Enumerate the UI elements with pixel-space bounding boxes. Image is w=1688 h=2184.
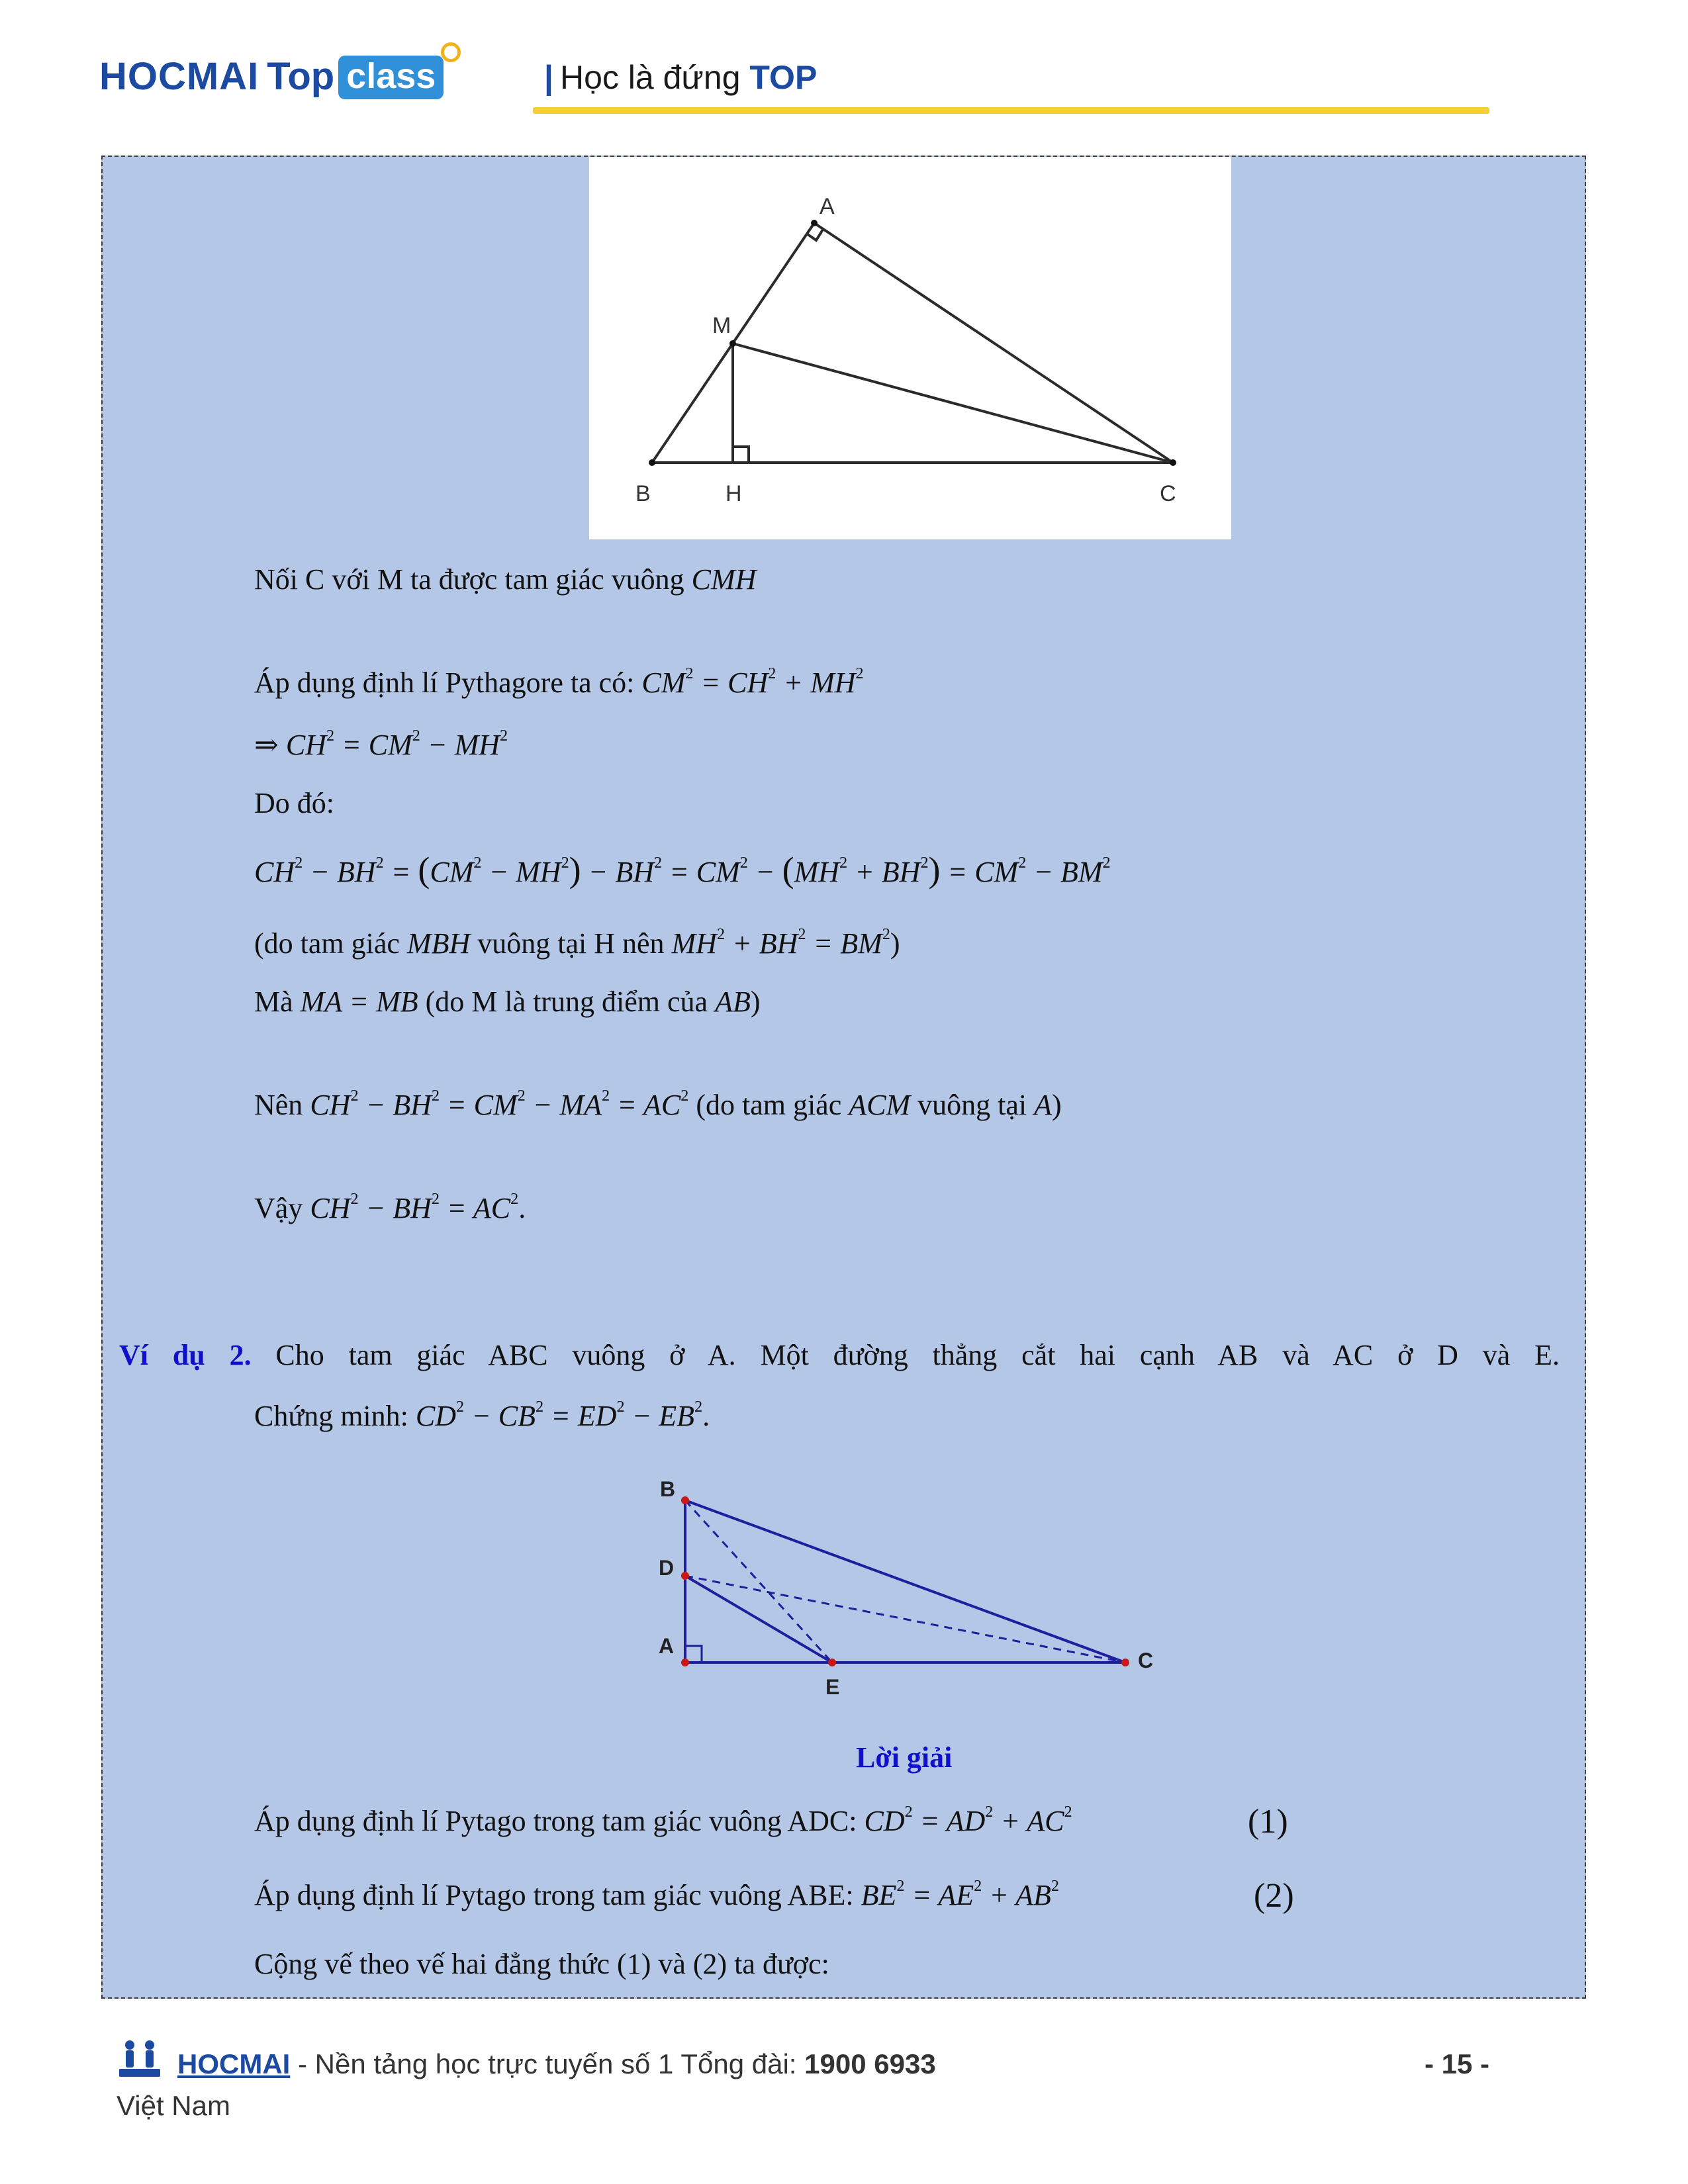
example2-label: Ví dụ 2.: [119, 1339, 252, 1371]
point-b: [649, 459, 655, 466]
footer-brand-link[interactable]: HOCMAI: [177, 2048, 291, 2079]
label-d: D: [659, 1556, 675, 1580]
ex2-step2-text: Áp dụng định lí Pytago trong tam giác vuông ABE:: [254, 1879, 854, 1911]
logo-brand: HOCMAI: [99, 55, 259, 98]
slogan-text: Học là đứng: [560, 59, 741, 96]
sol1-line6-pre: (do tam giác: [254, 927, 400, 960]
ex2-step3: Cộng vế theo vế hai đẳng thức (1) và (2) ta được:: [254, 1948, 829, 1980]
sol1-line2: [254, 666, 864, 701]
figure2-svg: [652, 1473, 1168, 1704]
ex2-step1: [254, 1804, 1072, 1839]
ex2-step1-num: (1): [1248, 1803, 1288, 1841]
eq-ch2: $CH^2 = CM^2 - MH^2$: [278, 727, 508, 761]
point-m: [729, 340, 736, 347]
slogan-emph: TOP: [749, 59, 818, 96]
logo-class: class: [346, 56, 436, 96]
sol1-line3: [254, 728, 508, 763]
sol1-line8-v: vuông tại: [917, 1089, 1027, 1121]
right-angle-h: [733, 447, 749, 463]
implies-symbol: ⇒: [254, 729, 279, 761]
example2-prove-text: Chứng minh:: [254, 1400, 408, 1432]
sol1-line7-seg: AB: [715, 985, 751, 1018]
page-number-text: - 15 -: [1425, 2048, 1490, 2079]
label-e: E: [825, 1675, 840, 1699]
segment-bc: [685, 1500, 1125, 1662]
sol1-line8-pt: A: [1034, 1089, 1052, 1121]
footer-line2: Việt Nam: [117, 2090, 230, 2121]
label-a: A: [820, 194, 835, 219]
ex2-step2-num: (2): [1254, 1877, 1294, 1915]
sol1-line8: [254, 1088, 1062, 1123]
point-d: [681, 1572, 689, 1580]
label-m: M: [712, 313, 731, 338]
sol1-line1-text: Nối C với M ta được tam giác vuông: [254, 563, 684, 596]
point-e: [828, 1659, 836, 1666]
segment-de: [685, 1576, 832, 1662]
example2-text: Cho tam giác ABC vuông ở A. Một đường thẳng cắt hai cạnh AB và AC ở D và E.: [275, 1339, 1560, 1371]
sun-icon: [441, 42, 461, 62]
sol1-line8-pre: Nên: [254, 1089, 303, 1121]
footer-hotline-label: Tổng đài:: [680, 2048, 797, 2079]
sol1-line7-pre: Mà: [254, 985, 293, 1018]
sol1-line9-post: .: [518, 1192, 526, 1224]
eq-prove: $CD^2 - CB^2 = ED^2 - EB^2$: [415, 1398, 703, 1432]
example2-prove-post: .: [702, 1400, 710, 1432]
sol1-line7-post: ): [750, 985, 761, 1018]
sol1-line6-post: ): [890, 927, 900, 960]
label-a: A: [659, 1634, 675, 1658]
example2-prove: [254, 1399, 710, 1434]
figure-triangle-abc-2: [652, 1473, 1168, 1704]
segment-be-dashed: [685, 1500, 832, 1662]
segment-dc-dashed: [685, 1576, 1125, 1662]
hocmai-topclass-logo: [99, 54, 444, 101]
logo-class-badge: [338, 56, 444, 99]
header-underline: [533, 107, 1489, 114]
sol1-line9: [254, 1191, 526, 1226]
sol1-line8-mid: (do tam giác: [696, 1089, 842, 1121]
sol1-line1: [254, 563, 756, 598]
ex2-step1-text: Áp dụng định lí Pytago trong tam giác vuông ADC:: [254, 1805, 857, 1837]
example2-statement: [119, 1338, 1560, 1373]
sol1-line5: [254, 848, 1111, 891]
eq-long-chain: $CH^2 - BH^2 = (CM^2 - MH^2) - BH^2 = CM^2 - (MH^2 + BH^2) = CM^2 - BM^2$: [254, 850, 1111, 889]
sol1-line1-math: CMH: [691, 563, 757, 596]
sol1-line4: Do đó:: [254, 787, 334, 819]
segment-ac: [814, 223, 1173, 463]
point-c: [1121, 1659, 1129, 1666]
eq-pythagore-cmh: $CM^2 = CH^2 + MH^2$: [641, 664, 864, 699]
point-c: [1170, 459, 1176, 466]
footer-hotline: 1900 6933: [804, 2048, 936, 2079]
eq-abe: $BE^2 = AE^2 + AB^2$: [861, 1877, 1059, 1911]
label-b: B: [635, 481, 651, 506]
slogan-bar: |: [544, 59, 553, 96]
ex2-step2: [254, 1878, 1059, 1913]
slogan: [544, 58, 817, 97]
sol1-line8-post: ): [1052, 1089, 1062, 1121]
label-h: H: [726, 481, 742, 506]
sol1-line9-pre: Vậy: [254, 1192, 303, 1224]
figure-triangle-abc-1: [589, 157, 1231, 539]
eq-mbh: $MH^2 + BH^2 = BM^2$: [671, 925, 890, 960]
eq-adc: $CD^2 = AD^2 + AC^2$: [864, 1803, 1072, 1837]
footer-tagline: - Nền tảng học trực tuyến số 1: [298, 2048, 674, 2079]
sol1-line8-tri: ACM: [849, 1089, 911, 1121]
hocmai-footer-icon: [117, 2038, 163, 2079]
segment-mc: [733, 343, 1173, 463]
sol1-line6-mid: vuông tại H nên: [477, 927, 665, 960]
point-b: [681, 1496, 689, 1504]
figure1-svg: [589, 157, 1231, 539]
solution-title: Lời giải: [856, 1741, 953, 1774]
label-c: C: [1160, 481, 1176, 506]
label-b: B: [660, 1477, 676, 1501]
footer-line1: [177, 2048, 936, 2080]
eq-ch-bh-ac: $CH^2 - BH^2 = CM^2 - MA^2 = AC^2$: [310, 1087, 689, 1121]
eq-conclusion: $CH^2 - BH^2 = AC^2$: [310, 1190, 519, 1224]
point-a: [811, 220, 818, 226]
page-number: [1425, 2048, 1489, 2080]
sol1-line7-eq: MA = MB: [300, 985, 418, 1018]
sol1-line6-tri: MBH: [406, 927, 471, 960]
sol1-line6: [254, 927, 900, 962]
label-c: C: [1138, 1649, 1154, 1672]
sol1-line2-text: Áp dụng định lí Pythagore ta có:: [254, 666, 635, 699]
point-a: [681, 1659, 689, 1666]
sol1-line7: [254, 985, 761, 1020]
logo-top: Top: [267, 55, 335, 98]
sol1-line7-mid: (do M là trung điểm của: [425, 985, 708, 1018]
